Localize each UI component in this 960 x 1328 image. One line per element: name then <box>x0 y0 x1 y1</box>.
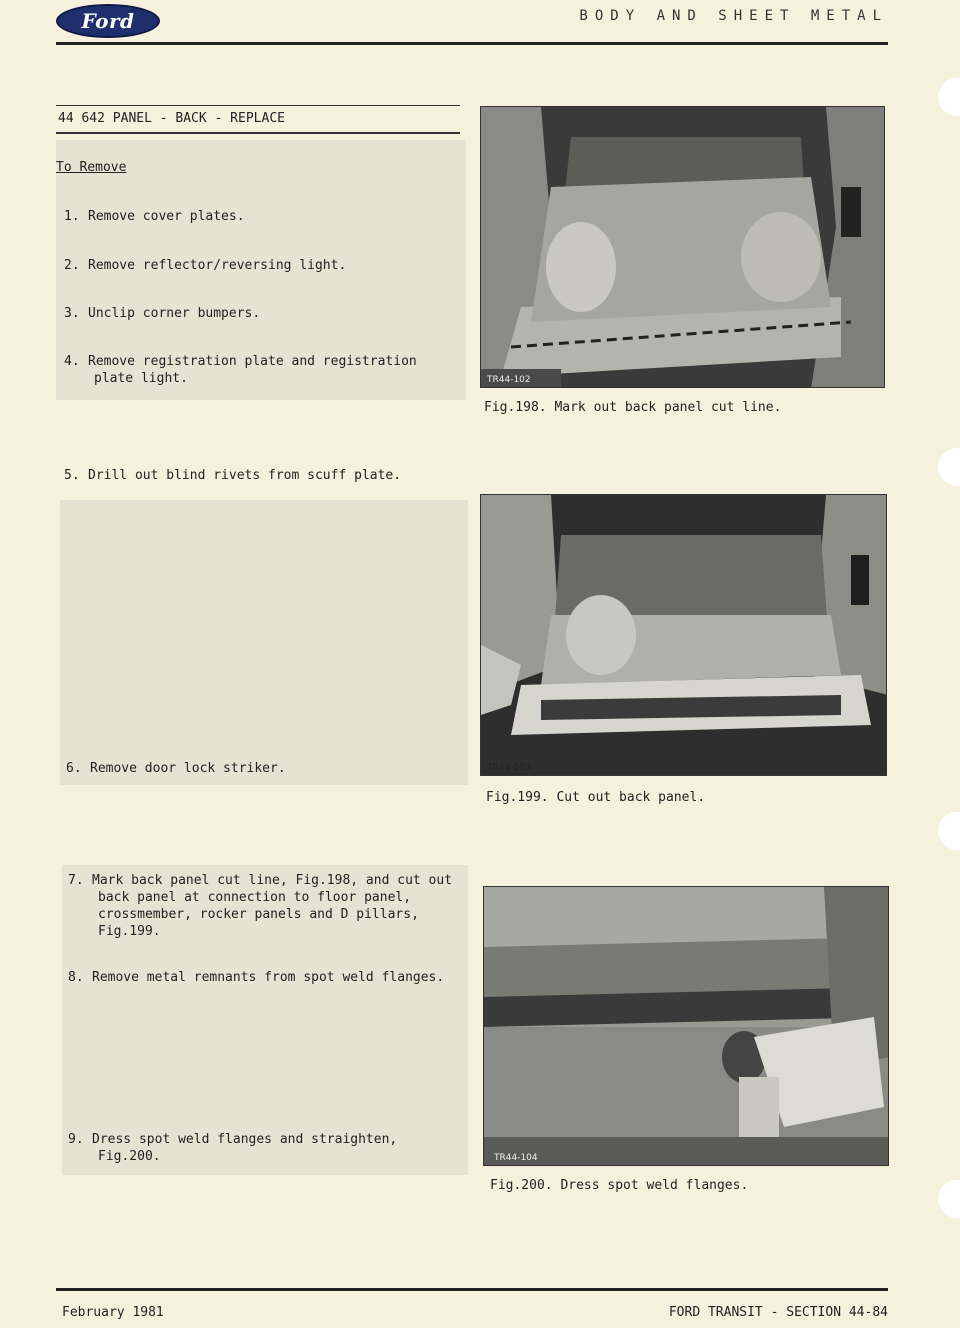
step-3: 3. Unclip corner bumpers. <box>64 306 261 321</box>
step-8: 8. Remove metal remnants from spot weld flanges. <box>68 970 445 985</box>
shade-block-2 <box>60 500 468 785</box>
binder-hole-4 <box>938 1180 960 1218</box>
step-6: 6. Remove door lock striker. <box>66 761 286 776</box>
footer-rule <box>56 1288 888 1291</box>
title-rule-bottom <box>56 132 460 134</box>
title-rule-top <box>56 105 460 106</box>
figure-198-photo <box>480 106 885 388</box>
step-2: 2. Remove reflector/reversing light. <box>64 258 347 273</box>
figure-199-ref: TR44-103 <box>487 763 531 773</box>
header-rule <box>56 42 888 45</box>
figure-198-caption: Fig.198. Mark out back panel cut line. <box>484 400 782 415</box>
procedure-title: 44 642 PANEL - BACK - REPLACE <box>58 111 285 126</box>
figure-199-caption: Fig.199. Cut out back panel. <box>486 790 706 805</box>
subheading-to-remove: To Remove <box>56 160 127 175</box>
binder-hole-1 <box>938 78 960 116</box>
figure-200-caption: Fig.200. Dress spot weld flanges. <box>490 1178 749 1193</box>
ford-logo <box>56 4 160 38</box>
footer-date: February 1981 <box>62 1305 164 1320</box>
section-title: BODY AND SHEET METAL <box>579 8 888 24</box>
step-7: 7. Mark back panel cut line, Fig.198, and cut out back panel at connection to floor panel, crossmember, rocker panels and D pillars, Fig.199. <box>68 873 453 939</box>
figure-200-photo <box>483 886 889 1166</box>
figure-200-ref: TR44-104 <box>494 1153 538 1163</box>
binder-hole-2 <box>938 448 960 486</box>
figure-198-ref: TR44-102 <box>487 375 531 385</box>
step-9: 9. Dress spot weld flanges and straighten, Fig.200. <box>68 1132 398 1164</box>
binder-hole-3 <box>938 812 960 850</box>
step-4: 4. Remove registration plate and registration plate light. <box>64 354 417 386</box>
footer-publication: FORD TRANSIT - SECTION 44-84 <box>668 1305 888 1320</box>
figure-199-photo <box>480 494 887 776</box>
logo-text: Ford <box>81 9 135 33</box>
step-5: 5. Drill out blind rivets from scuff plate. <box>64 468 402 483</box>
step-1: 1. Remove cover plates. <box>64 209 245 224</box>
